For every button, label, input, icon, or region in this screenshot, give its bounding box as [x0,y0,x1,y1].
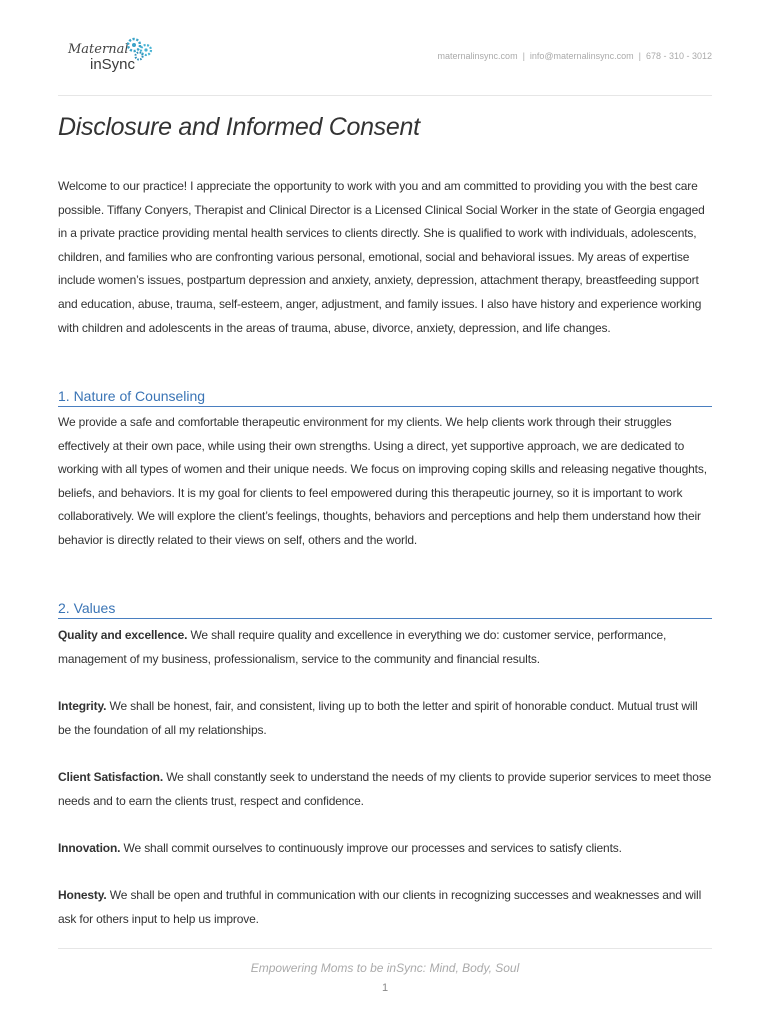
email-link[interactable]: info@maternalinsync.com [529,51,634,61]
gears-icon [124,36,158,62]
value-label: Honesty. [58,888,107,902]
phone-number: 678 - 310 - 3012 [645,51,712,61]
value-text: We shall require quality and excellence in everything we do: customer service, performance, management of my business, professionalism, service to the community and financial results. [58,628,667,666]
value-text: We shall constantly seek to understand the needs of my clients to provide superior services to meet those needs and to earn the clients trust, respect and confidence. [58,770,712,808]
value-label: Innovation. [58,841,121,855]
logo-line-1: Maternal [68,42,129,57]
value-item-honesty [58,884,712,931]
value-label: Integrity. [58,699,107,713]
value-text: We shall commit ourselves to continuously improve our processes and services to satisfy clients. [120,841,622,855]
logo-line-2: inSync [90,56,136,73]
value-item-innovation [58,837,712,861]
value-label: Quality and excellence. [58,628,188,642]
contact-info [438,51,712,61]
intro-paragraph: Welcome to our practice! I appreciate the opportunity to work with you and am committed to providing you with the best care possible. Tiffany Conyers, Therapist and Clinical Director is a Licensed Clinical Social Worker in the state of Georgia engaged in a private practice providing mental health services to clients directly. She is qualified to work with individuals, adolescents, children, and families who are confronting various personal, emotional, social and behavioral issues. My areas of expertise include women’s issues, postpartum depression and anxiety, anxiety, depression, attachment therapy, breastfeeding support and education, abuse, trauma, self-esteem, anger, adjustment, and family issues. I also have history and experience working with children and adolescents in the areas of trauma, abuse, divorce, anxiety, depression, and life changes. [58,179,705,335]
footer-divider [58,948,712,949]
website-link[interactable]: maternalinsync.com [437,51,518,61]
page-number: 1 [381,982,389,994]
page-header [58,36,712,94]
value-item-quality [58,624,712,671]
separator: | [638,51,641,61]
section-heading-values: 2. Values [58,599,712,619]
value-text: We shall be honest, fair, and consistent, living up to both the letter and spirit of honorable conduct. Mutual trust will be the foundation of all my relationships. [58,699,698,737]
value-item-client-satisfaction [58,766,712,813]
section-heading-nature-of-counseling: 1. Nature of Counseling [58,387,712,407]
value-label: Client Satisfaction. [58,770,164,784]
value-text: We shall be open and truthful in communication with our clients in recognizing successes and weaknesses and will ask for others input to help us improve. [58,888,702,926]
maternal-insync-logo [68,36,158,78]
section-body-nature-of-counseling: We provide a safe and comfortable therapeutic environment for my clients. We help clients work through their struggles effectively at their own pace, while using their own strengths. Using a direct, yet supportive approach, we are dedicated to working with all types of women and their unique needs. We focus on improving coping skills and releasing negative thoughts, beliefs, and behaviors. It is my goal for clients to feel empowered during this therapeutic journey, so it is important to work collaboratively. We will explore the client’s feelings, thoughts, behaviors and perceptions and help them understand how their behavior is directly related to their views on self, others and the world. [58,415,707,547]
separator: | [522,51,525,61]
header-divider [58,95,712,96]
document-title: Disclosure and Informed Consent [58,113,420,141]
footer-tagline: Empowering Moms to be inSync: Mind, Body, Soul [250,961,520,975]
value-item-integrity [58,695,712,742]
